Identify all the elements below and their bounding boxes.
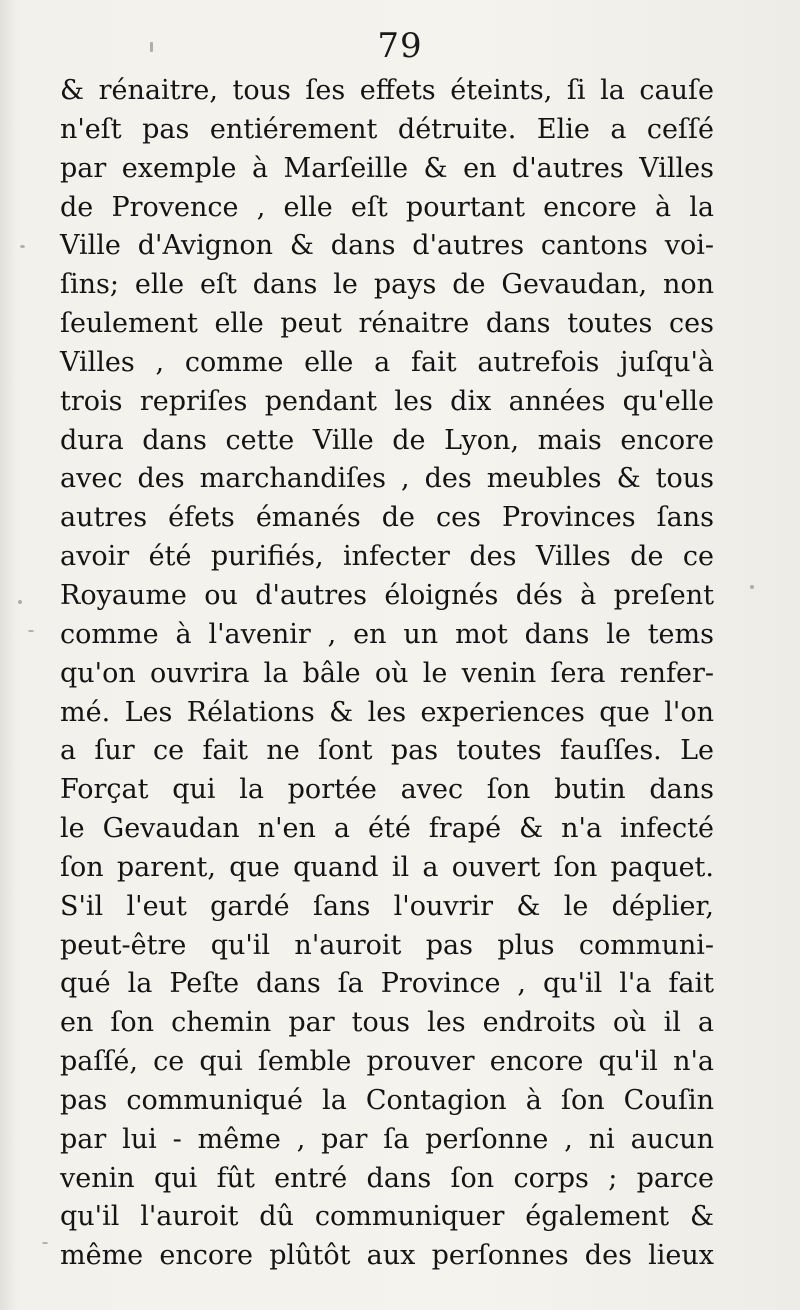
text-line: trois repriſes pendant les dix années qu'elle xyxy=(60,385,714,417)
text-line: par lui - même , par ſa perſonne , ni aucun xyxy=(60,1123,714,1155)
text-line: ſins; elle eſt dans le pays de Gevaudan, non xyxy=(60,269,714,301)
text-line: Ville d'Avignon & dans d'autres cantons voi- xyxy=(60,230,714,262)
paper-speck xyxy=(750,585,754,589)
text-line: paſſé, ce qui ſemble prouver encore qu'il n'a xyxy=(60,1046,714,1078)
body-text xyxy=(60,72,714,1276)
text-line: même encore plûtôt aux perſonnes des lieux xyxy=(60,1240,714,1272)
text-line: S'il l'eut gardé ſans l'ouvrir & le déplier, xyxy=(60,890,714,922)
text-line: & rénaitre, tous ſes effets éteints, ſi la cauſe xyxy=(60,75,714,106)
page-number: 79 xyxy=(377,26,423,66)
paper-speck xyxy=(20,245,25,248)
text-line: peut-être qu'il n'auroit pas plus communi- xyxy=(60,929,714,961)
text-line: n'eſt pas entiérement détruite. Elie a ceſſé xyxy=(60,113,714,145)
text-line: de Provence , elle eſt pourtant encore à la xyxy=(60,191,714,223)
text-line: Royaume ou d'autres éloignés dés à preſent xyxy=(60,579,714,611)
text-line: qué la Peſte dans ſa Province , qu'il l'a fait xyxy=(60,968,714,1000)
text-line: a ſur ce fait ne ſont pas toutes fauſſes. Le xyxy=(60,735,714,767)
paper-speck xyxy=(150,42,153,52)
text-line: Forçat qui la portée avec ſon butin dans xyxy=(60,774,714,806)
text-line: dura dans cette Ville de Lyon, mais encore xyxy=(60,424,714,456)
text-line: par exemple à Marſeille & en d'autres Villes xyxy=(60,152,714,184)
text-line: pas communiqué la Contagion à ſon Couſin xyxy=(60,1084,714,1116)
text-line: qu'il l'auroit dû communiquer également & xyxy=(60,1201,714,1233)
text-line: venin qui fût entré dans ſon corps ; parce xyxy=(60,1162,714,1194)
text-line: mé. Les Rélations & les experiences que l'on xyxy=(60,696,714,728)
text-line: qu'on ouvrira la bâle où le venin ſera renfer- xyxy=(60,657,714,689)
text-line: autres éfets émanés de ces Provinces ſans xyxy=(60,502,714,534)
text-line: en ſon chemin par tous les endroits où il a xyxy=(60,1007,714,1039)
paper-speck xyxy=(28,630,34,632)
text-line: ſeulement elle peut rénaitre dans toutes ces xyxy=(60,308,714,340)
paper-speck xyxy=(18,600,22,604)
text-line: Villes , comme elle a fait autrefois juſqu'à xyxy=(60,346,714,378)
text-line: ſon parent, que quand il a ouvert ſon paquet. xyxy=(60,851,714,883)
paper-speck xyxy=(42,1242,48,1244)
text-line: comme à l'avenir , en un mot dans le tems xyxy=(60,618,714,650)
text-line: avoir été purifiés, infecter des Villes de ce xyxy=(60,541,714,573)
text-line: avec des marchandiſes , des meubles & tous xyxy=(60,463,714,495)
text-line: le Gevaudan n'en a été frapé & n'a infecté xyxy=(60,813,714,845)
